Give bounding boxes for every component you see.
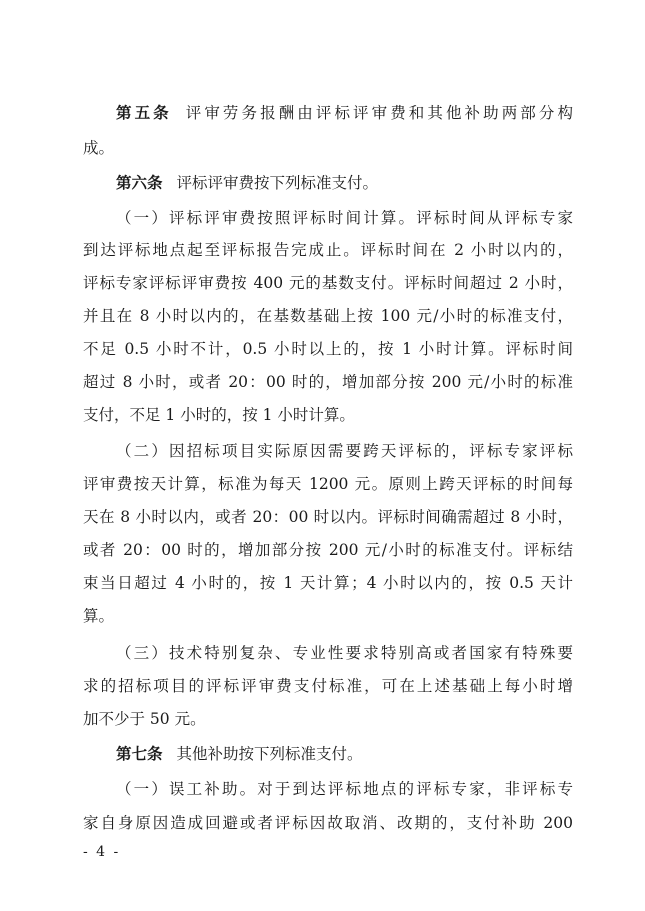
article6-item2-line: 算。	[83, 607, 115, 625]
page-number: - 4 -	[83, 844, 121, 860]
article6-item2-line: 评审费按天计算，标准为每天 1200 元。原则上跨天评标的时间每	[83, 475, 573, 493]
article6-item1-line: 评标专家评标评审费按 400 元的基数支付。评标时间超过 2 小时，	[83, 274, 573, 292]
article6-item1-line: 不足 0.5 小时不计，0.5 小时以上的，按 1 小时计算。评标时间	[83, 340, 573, 358]
article6-item2-line: 天在 8 小时以内，或者 20：00 时以内。评标时间确需超过 8 小时，	[83, 508, 573, 526]
article6-item3-line: 加不少于 50 元。	[83, 710, 206, 728]
article6-intro: 评标评审费按下列标准支付。	[176, 174, 379, 192]
article6-heading: 第六条	[116, 174, 163, 192]
article6-item1-line: 并且在 8 小时以内的，在基数基础上按 100 元/小时的标准支付，	[83, 307, 573, 325]
article6-intro-line	[116, 173, 573, 193]
article6-item1-line: 支付，不足 1 小时的，按 1 小时计算。	[83, 406, 355, 424]
article5-line2: 成。	[83, 139, 115, 157]
article6-item3-line: 求的招标项目的评标评审费支付标准，可在上述基础上每小时增	[83, 677, 573, 695]
article6-item2-line: 或者 20：00 时的，增加部分按 200 元/小时的标准支付。评标结	[83, 541, 573, 559]
article5-text: 评审劳务报酬由评标评审费和其他补助两部分构	[185, 104, 573, 122]
article6-item2-line: （二）因招标项目实际原因需要跨天评标的，评标专家评标	[116, 442, 573, 460]
article6-item1-line: 超过 8 小时，或者 20：00 时的，增加部分按 200 元/小时的标准	[83, 373, 573, 391]
article6-item3-line: （三）技术特别复杂、专业性要求特别高或者国家有特殊要	[116, 644, 573, 662]
article6-item2-line: 束当日超过 4 小时的，按 1 天计算；4 小时以内的，按 0.5 天计	[83, 574, 573, 592]
article6-item1-line: 到达评标地点起至评标报告完成止。评标时间在 2 小时以内的，	[83, 241, 573, 259]
article5-heading: 第五条	[116, 104, 172, 122]
article7-item1-line: （一）误工补助。对于到达评标地点的评标专家，非评标专	[116, 780, 573, 798]
article5-line1	[116, 103, 573, 123]
article6-item1-line: （一）评标评审费按照评标时间计算。评标时间从评标专家	[116, 209, 573, 227]
article7-heading: 第七条	[116, 745, 163, 763]
article7-item1-line: 家自身原因造成回避或者评标因故取消、改期的，支付补助 200	[83, 814, 573, 832]
article7-intro: 其他补助按下列标准支付。	[176, 745, 363, 763]
article7-intro-line	[116, 744, 573, 764]
